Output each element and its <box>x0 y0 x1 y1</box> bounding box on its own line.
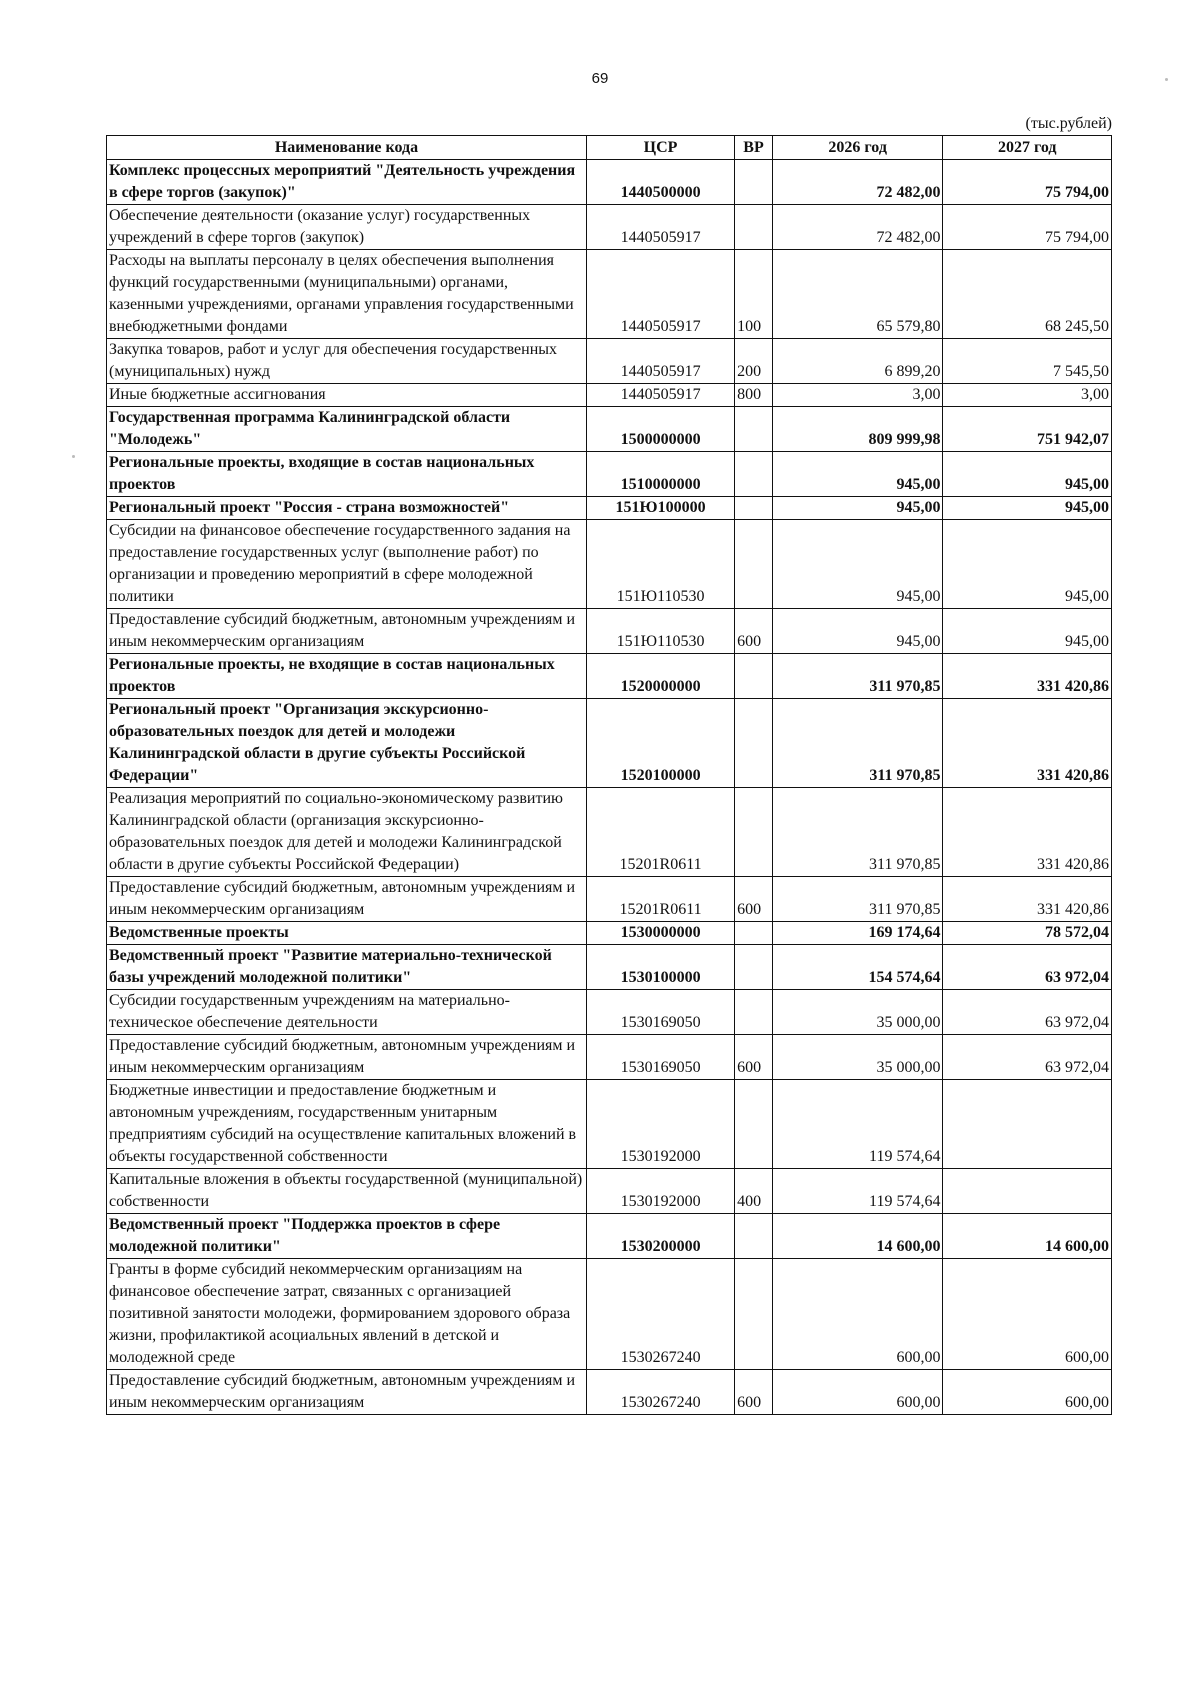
row-2026-cell: 809 999,98 <box>772 407 943 452</box>
row-vr-cell <box>735 205 773 250</box>
row-name-cell: Предоставление субсидий бюджетным, автономным учреждениям и иным некоммерческим организациям <box>107 609 587 654</box>
column-header-2027: 2027 год <box>943 136 1112 160</box>
row-csr-cell: 151Ю100000 <box>587 497 735 520</box>
budget-table <box>106 135 1112 1415</box>
row-name-cell: Реализация мероприятий по социально-экономическому развитию Калининградской области (организация экскурсионно-образовательных поездок для детей и молодежи Калининградской области в другие субъекты Российской Федерации) <box>107 788 587 877</box>
row-name-cell: Расходы на выплаты персоналу в целях обеспечения выполнения функций государственными (муниципальными) органами, казенными учреждениями, органами управления государственными внебюджетными фондами <box>107 250 587 339</box>
row-vr-cell: 800 <box>735 384 773 407</box>
row-vr-cell <box>735 407 773 452</box>
row-vr-cell <box>735 945 773 990</box>
row-2026-cell: 72 482,00 <box>772 160 943 205</box>
row-name-cell: Предоставление субсидий бюджетным, автономным учреждениям и иным некоммерческим организациям <box>107 1370 587 1415</box>
row-vr-cell <box>735 520 773 609</box>
row-2026-cell: 65 579,80 <box>772 250 943 339</box>
table-row <box>107 1169 1112 1214</box>
row-vr-cell <box>735 1214 773 1259</box>
table-row <box>107 384 1112 407</box>
table-row <box>107 1080 1112 1169</box>
table-row <box>107 1259 1112 1370</box>
row-csr-cell: 1530192000 <box>587 1080 735 1169</box>
scan-speck <box>1165 78 1168 81</box>
row-2026-cell: 600,00 <box>772 1259 943 1370</box>
row-vr-cell: 600 <box>735 609 773 654</box>
row-2027-cell: 945,00 <box>943 452 1112 497</box>
row-csr-cell: 1520000000 <box>587 654 735 699</box>
row-csr-cell: 1530267240 <box>587 1259 735 1370</box>
row-csr-cell: 151Ю110530 <box>587 609 735 654</box>
row-csr-cell: 1530169050 <box>587 990 735 1035</box>
row-2026-cell: 72 482,00 <box>772 205 943 250</box>
table-row <box>107 699 1112 788</box>
row-csr-cell: 1440505917 <box>587 250 735 339</box>
row-name-cell: Ведомственный проект "Поддержка проектов в сфере молодежной политики" <box>107 1214 587 1259</box>
row-2026-cell: 311 970,85 <box>772 654 943 699</box>
row-csr-cell: 1530100000 <box>587 945 735 990</box>
table-row <box>107 205 1112 250</box>
table-row <box>107 250 1112 339</box>
row-vr-cell <box>735 990 773 1035</box>
row-vr-cell: 600 <box>735 877 773 922</box>
row-2027-cell: 945,00 <box>943 520 1112 609</box>
table-row <box>107 945 1112 990</box>
row-csr-cell: 1500000000 <box>587 407 735 452</box>
row-2027-cell: 63 972,04 <box>943 945 1112 990</box>
row-csr-cell: 1440505917 <box>587 339 735 384</box>
row-2027-cell: 751 942,07 <box>943 407 1112 452</box>
row-csr-cell: 1530000000 <box>587 922 735 945</box>
scan-speck <box>72 455 75 458</box>
row-vr-cell <box>735 452 773 497</box>
row-name-cell: Региональные проекты, не входящие в состав национальных проектов <box>107 654 587 699</box>
row-2027-cell: 331 420,86 <box>943 788 1112 877</box>
row-2027-cell: 68 245,50 <box>943 250 1112 339</box>
table-row <box>107 497 1112 520</box>
row-name-cell: Гранты в форме субсидий некоммерческим организациям на финансовое обеспечение затрат, связанных с организацией позитивной занятости молодежи, формированием здорового образа жизни, профилактикой асоциальных явлений в детской и молодежной среде <box>107 1259 587 1370</box>
row-vr-cell <box>735 922 773 945</box>
row-vr-cell <box>735 788 773 877</box>
row-2026-cell: 6 899,20 <box>772 339 943 384</box>
row-name-cell: Комплекс процессных мероприятий "Деятельность учреждения в сфере торгов (закупок)" <box>107 160 587 205</box>
row-2026-cell: 119 574,64 <box>772 1080 943 1169</box>
row-2027-cell: 3,00 <box>943 384 1112 407</box>
table-row <box>107 339 1112 384</box>
row-name-cell: Региональный проект "Россия - страна возможностей" <box>107 497 587 520</box>
column-header-vr: ВР <box>735 136 773 160</box>
row-name-cell: Региональный проект "Организация экскурсионно-образовательных поездок для детей и молодежи Калининградской области в другие субъекты Российской Федерации" <box>107 699 587 788</box>
row-vr-cell: 600 <box>735 1035 773 1080</box>
row-csr-cell: 1530192000 <box>587 1169 735 1214</box>
row-2027-cell: 331 420,86 <box>943 877 1112 922</box>
row-2027-cell: 63 972,04 <box>943 1035 1112 1080</box>
row-csr-cell: 15201R0611 <box>587 877 735 922</box>
table-row <box>107 788 1112 877</box>
table-row <box>107 654 1112 699</box>
table-row <box>107 1214 1112 1259</box>
row-name-cell: Предоставление субсидий бюджетным, автономным учреждениям и иным некоммерческим организациям <box>107 877 587 922</box>
row-2027-cell: 14 600,00 <box>943 1214 1112 1259</box>
table-row <box>107 520 1112 609</box>
row-vr-cell <box>735 1259 773 1370</box>
row-csr-cell: 1530169050 <box>587 1035 735 1080</box>
row-2027-cell: 600,00 <box>943 1259 1112 1370</box>
table-row <box>107 1035 1112 1080</box>
row-vr-cell: 100 <box>735 250 773 339</box>
row-2026-cell: 945,00 <box>772 609 943 654</box>
row-csr-cell: 1520100000 <box>587 699 735 788</box>
column-header-csr: ЦСР <box>587 136 735 160</box>
row-vr-cell: 600 <box>735 1370 773 1415</box>
table-header-row <box>107 136 1112 160</box>
row-2026-cell: 945,00 <box>772 452 943 497</box>
row-2026-cell: 119 574,64 <box>772 1169 943 1214</box>
table-row <box>107 922 1112 945</box>
row-name-cell: Закупка товаров, работ и услуг для обеспечения государственных (муниципальных) нужд <box>107 339 587 384</box>
row-csr-cell: 1440500000 <box>587 160 735 205</box>
row-name-cell: Бюджетные инвестиции и предоставление бюджетным и автономным учреждениям, государственным унитарным предприятиям субсидий на осуществление капитальных вложений в объекты государственной собственности <box>107 1080 587 1169</box>
row-csr-cell: 1440505917 <box>587 384 735 407</box>
row-vr-cell <box>735 699 773 788</box>
row-2026-cell: 945,00 <box>772 497 943 520</box>
page-number: 69 <box>591 70 609 87</box>
row-2027-cell <box>943 1080 1112 1169</box>
row-name-cell: Предоставление субсидий бюджетным, автономным учреждениям и иным некоммерческим организациям <box>107 1035 587 1080</box>
row-2027-cell: 63 972,04 <box>943 990 1112 1035</box>
column-header-2026: 2026 год <box>772 136 943 160</box>
row-name-cell: Государственная программа Калининградской области "Молодежь" <box>107 407 587 452</box>
row-name-cell: Обеспечение деятельности (оказание услуг) государственных учреждений в сфере торгов (закупок) <box>107 205 587 250</box>
row-csr-cell: 1440505917 <box>587 205 735 250</box>
row-csr-cell: 1530267240 <box>587 1370 735 1415</box>
table-row <box>107 407 1112 452</box>
row-2026-cell: 154 574,64 <box>772 945 943 990</box>
row-2026-cell: 35 000,00 <box>772 990 943 1035</box>
table-row <box>107 877 1112 922</box>
table-body <box>107 160 1112 1415</box>
row-2026-cell: 945,00 <box>772 520 943 609</box>
row-csr-cell: 1510000000 <box>587 452 735 497</box>
row-vr-cell <box>735 654 773 699</box>
row-name-cell: Ведомственные проекты <box>107 922 587 945</box>
row-2026-cell: 3,00 <box>772 384 943 407</box>
row-name-cell: Иные бюджетные ассигнования <box>107 384 587 407</box>
row-2026-cell: 600,00 <box>772 1370 943 1415</box>
row-2027-cell: 945,00 <box>943 609 1112 654</box>
row-2026-cell: 14 600,00 <box>772 1214 943 1259</box>
row-vr-cell <box>735 497 773 520</box>
units-label: (тыс.рублей) <box>1025 115 1112 132</box>
row-csr-cell: 151Ю110530 <box>587 520 735 609</box>
row-vr-cell: 400 <box>735 1169 773 1214</box>
row-2027-cell: 600,00 <box>943 1370 1112 1415</box>
row-name-cell: Капитальные вложения в объекты государственной (муниципальной) собственности <box>107 1169 587 1214</box>
row-2026-cell: 35 000,00 <box>772 1035 943 1080</box>
row-name-cell: Субсидии государственным учреждениям на материально-техническое обеспечение деятельности <box>107 990 587 1035</box>
row-2026-cell: 311 970,85 <box>772 877 943 922</box>
row-2027-cell: 78 572,04 <box>943 922 1112 945</box>
row-2026-cell: 169 174,64 <box>772 922 943 945</box>
table-row <box>107 1370 1112 1415</box>
row-2026-cell: 311 970,85 <box>772 699 943 788</box>
row-vr-cell: 200 <box>735 339 773 384</box>
row-2027-cell: 75 794,00 <box>943 205 1112 250</box>
row-name-cell: Ведомственный проект "Развитие материально-технической базы учреждений молодежной политики" <box>107 945 587 990</box>
table-row <box>107 990 1112 1035</box>
row-2027-cell <box>943 1169 1112 1214</box>
row-name-cell: Субсидии на финансовое обеспечение государственного задания на предоставление государственных услуг (выполнение работ) по организации и проведению мероприятий в сфере молодежной политики <box>107 520 587 609</box>
row-2027-cell: 331 420,86 <box>943 654 1112 699</box>
table-row <box>107 609 1112 654</box>
row-csr-cell: 15201R0611 <box>587 788 735 877</box>
table-row <box>107 160 1112 205</box>
table-row <box>107 452 1112 497</box>
row-vr-cell <box>735 160 773 205</box>
row-2027-cell: 945,00 <box>943 497 1112 520</box>
row-2027-cell: 331 420,86 <box>943 699 1112 788</box>
row-2027-cell: 7 545,50 <box>943 339 1112 384</box>
row-name-cell: Региональные проекты, входящие в состав национальных проектов <box>107 452 587 497</box>
row-vr-cell <box>735 1080 773 1169</box>
row-2027-cell: 75 794,00 <box>943 160 1112 205</box>
row-csr-cell: 1530200000 <box>587 1214 735 1259</box>
column-header-name: Наименование кода <box>107 136 587 160</box>
row-2026-cell: 311 970,85 <box>772 788 943 877</box>
